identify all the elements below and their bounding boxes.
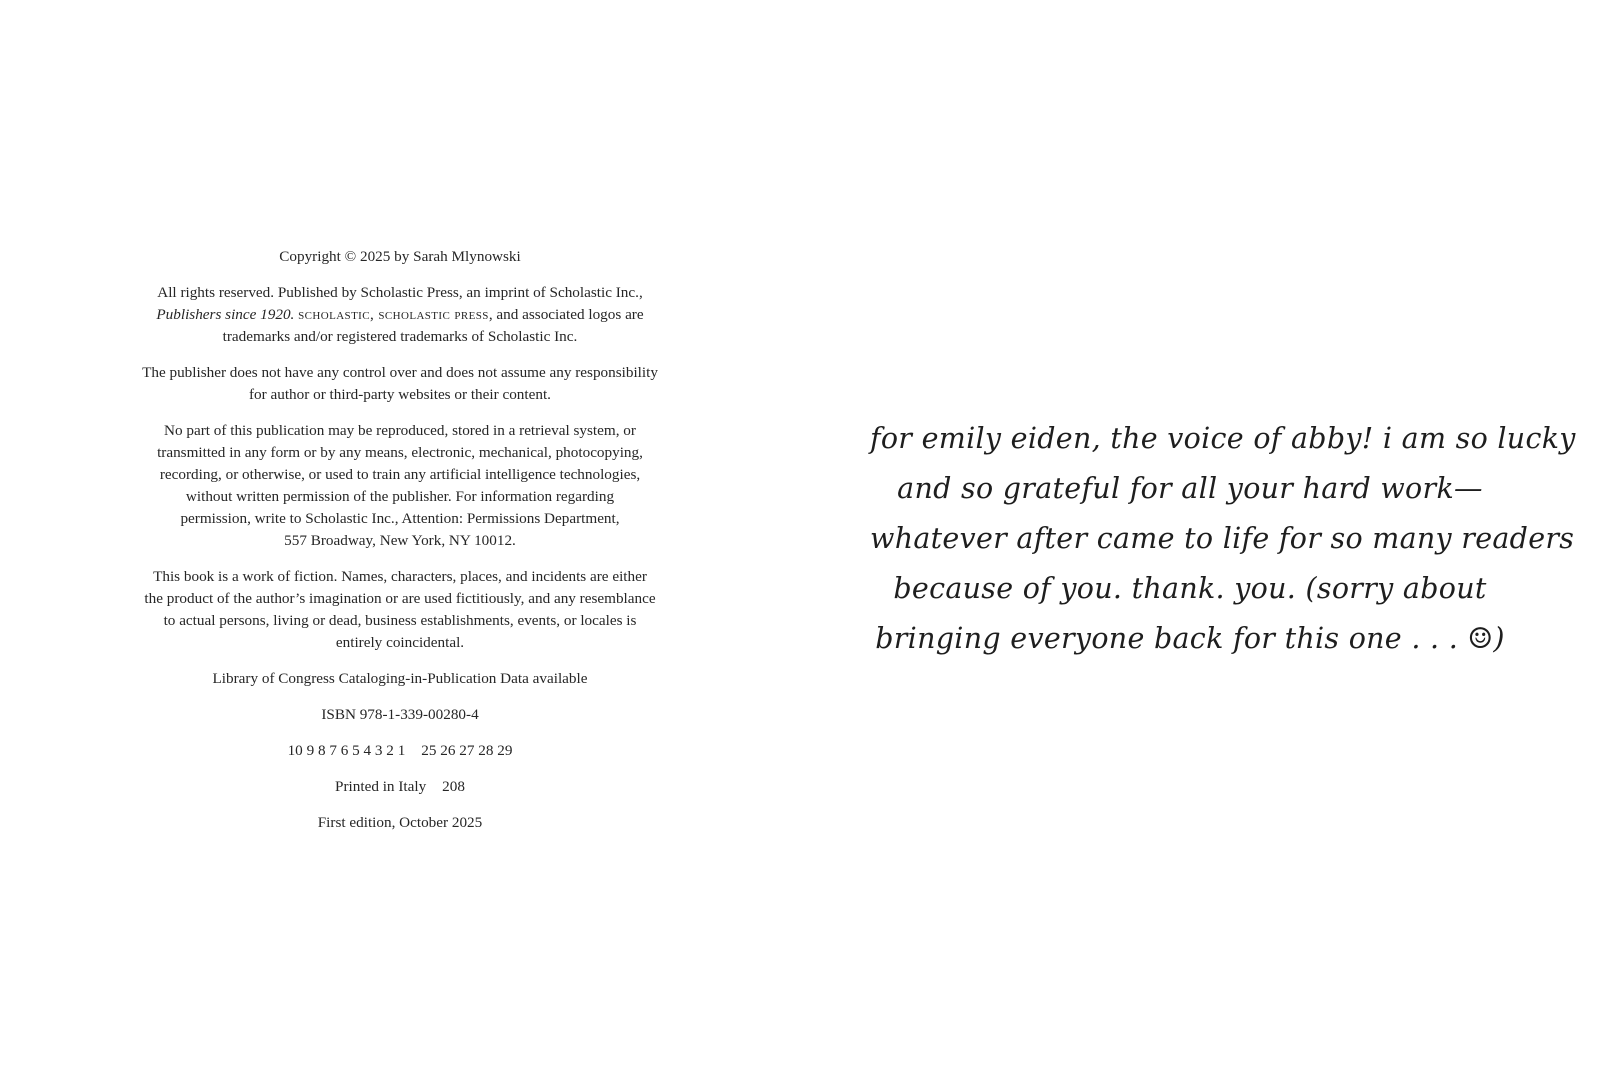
rights-line-1: All rights reserved. Published by Scholastic Press, an imprint of Scholastic Inc., bbox=[157, 284, 643, 301]
fiction-notice-paragraph bbox=[100, 566, 700, 654]
permissions-address-line: 557 Broadway, New York, NY 10012. bbox=[284, 532, 516, 549]
fiction-notice-line: to actual persons, living or dead, business establishments, events, or locales is bbox=[163, 612, 637, 629]
rights-line-2 bbox=[100, 304, 700, 326]
printed-location: Printed in Italy bbox=[335, 778, 427, 795]
copyright-page bbox=[100, 246, 700, 848]
rights-reserved-paragraph bbox=[100, 282, 700, 348]
edition-line: First edition, October 2025 bbox=[317, 814, 483, 831]
permissions-line: permission, write to Scholastic Inc., Attention: Permissions Department, bbox=[180, 510, 620, 527]
printed-paragraph bbox=[100, 776, 700, 798]
rights-line-2-rest: , and associated logos are bbox=[488, 306, 644, 323]
fiction-notice-line: the product of the author’s imagination or are used fictitiously, and any resemblance bbox=[144, 590, 656, 607]
dedication-page bbox=[870, 414, 1576, 664]
isbn-paragraph bbox=[100, 704, 700, 726]
scholastic-brands-text: scholastic, scholastic press bbox=[298, 306, 489, 323]
responsibility-line: for author or third-party websites or their content. bbox=[249, 386, 551, 403]
copyright-line: Copyright © 2025 by Sarah Mlynowski bbox=[279, 248, 521, 265]
dedication-line: whatever after came to life for so many readers bbox=[870, 522, 1575, 555]
edition-paragraph bbox=[100, 812, 700, 834]
rights-line-3: trademarks and/or registered trademarks of Scholastic Inc. bbox=[222, 328, 578, 345]
cip-paragraph bbox=[100, 668, 700, 690]
print-line-paragraph bbox=[100, 740, 700, 762]
permissions-line: No part of this publication may be reproduced, stored in a retrieval system, or bbox=[164, 422, 636, 439]
copyright-notice bbox=[100, 246, 700, 268]
impression-numbers: 10 9 8 7 6 5 4 3 2 1 bbox=[287, 742, 406, 759]
print-years: 25 26 27 28 29 bbox=[421, 742, 513, 759]
fiction-notice-line: entirely coincidental. bbox=[335, 634, 465, 651]
publishers-since-text: Publishers since 1920. bbox=[156, 306, 295, 323]
isbn-line: ISBN 978-1-339-00280-4 bbox=[321, 706, 479, 723]
cip-line: Library of Congress Cataloging-in-Publication Data available bbox=[212, 670, 588, 687]
responsibility-line: The publisher does not have any control over and does not assume any responsibility bbox=[142, 364, 658, 381]
permissions-line: recording, or otherwise, or used to train any artificial intelligence technologies, bbox=[159, 466, 641, 483]
dedication-line: and so grateful for all your hard work— bbox=[897, 472, 1483, 505]
permissions-line: transmitted in any form or by any means, electronic, mechanical, photocopying, bbox=[157, 444, 643, 461]
dedication-line: bringing everyone back for this one . . . ☺) bbox=[875, 622, 1505, 655]
print-line bbox=[100, 740, 700, 762]
dedication-line: because of you. thank. you. (sorry about bbox=[893, 572, 1487, 605]
permissions-paragraph bbox=[100, 420, 700, 552]
permissions-line: without written permission of the publisher. For information regarding bbox=[185, 488, 615, 505]
printed-line bbox=[100, 776, 700, 798]
responsibility-paragraph bbox=[100, 362, 700, 406]
printer-code: 208 bbox=[442, 778, 465, 795]
dedication-line: for emily eiden, the voice of abby! i am so lucky bbox=[870, 422, 1576, 455]
fiction-notice-line: This book is a work of fiction. Names, characters, places, and incidents are either bbox=[153, 568, 647, 585]
